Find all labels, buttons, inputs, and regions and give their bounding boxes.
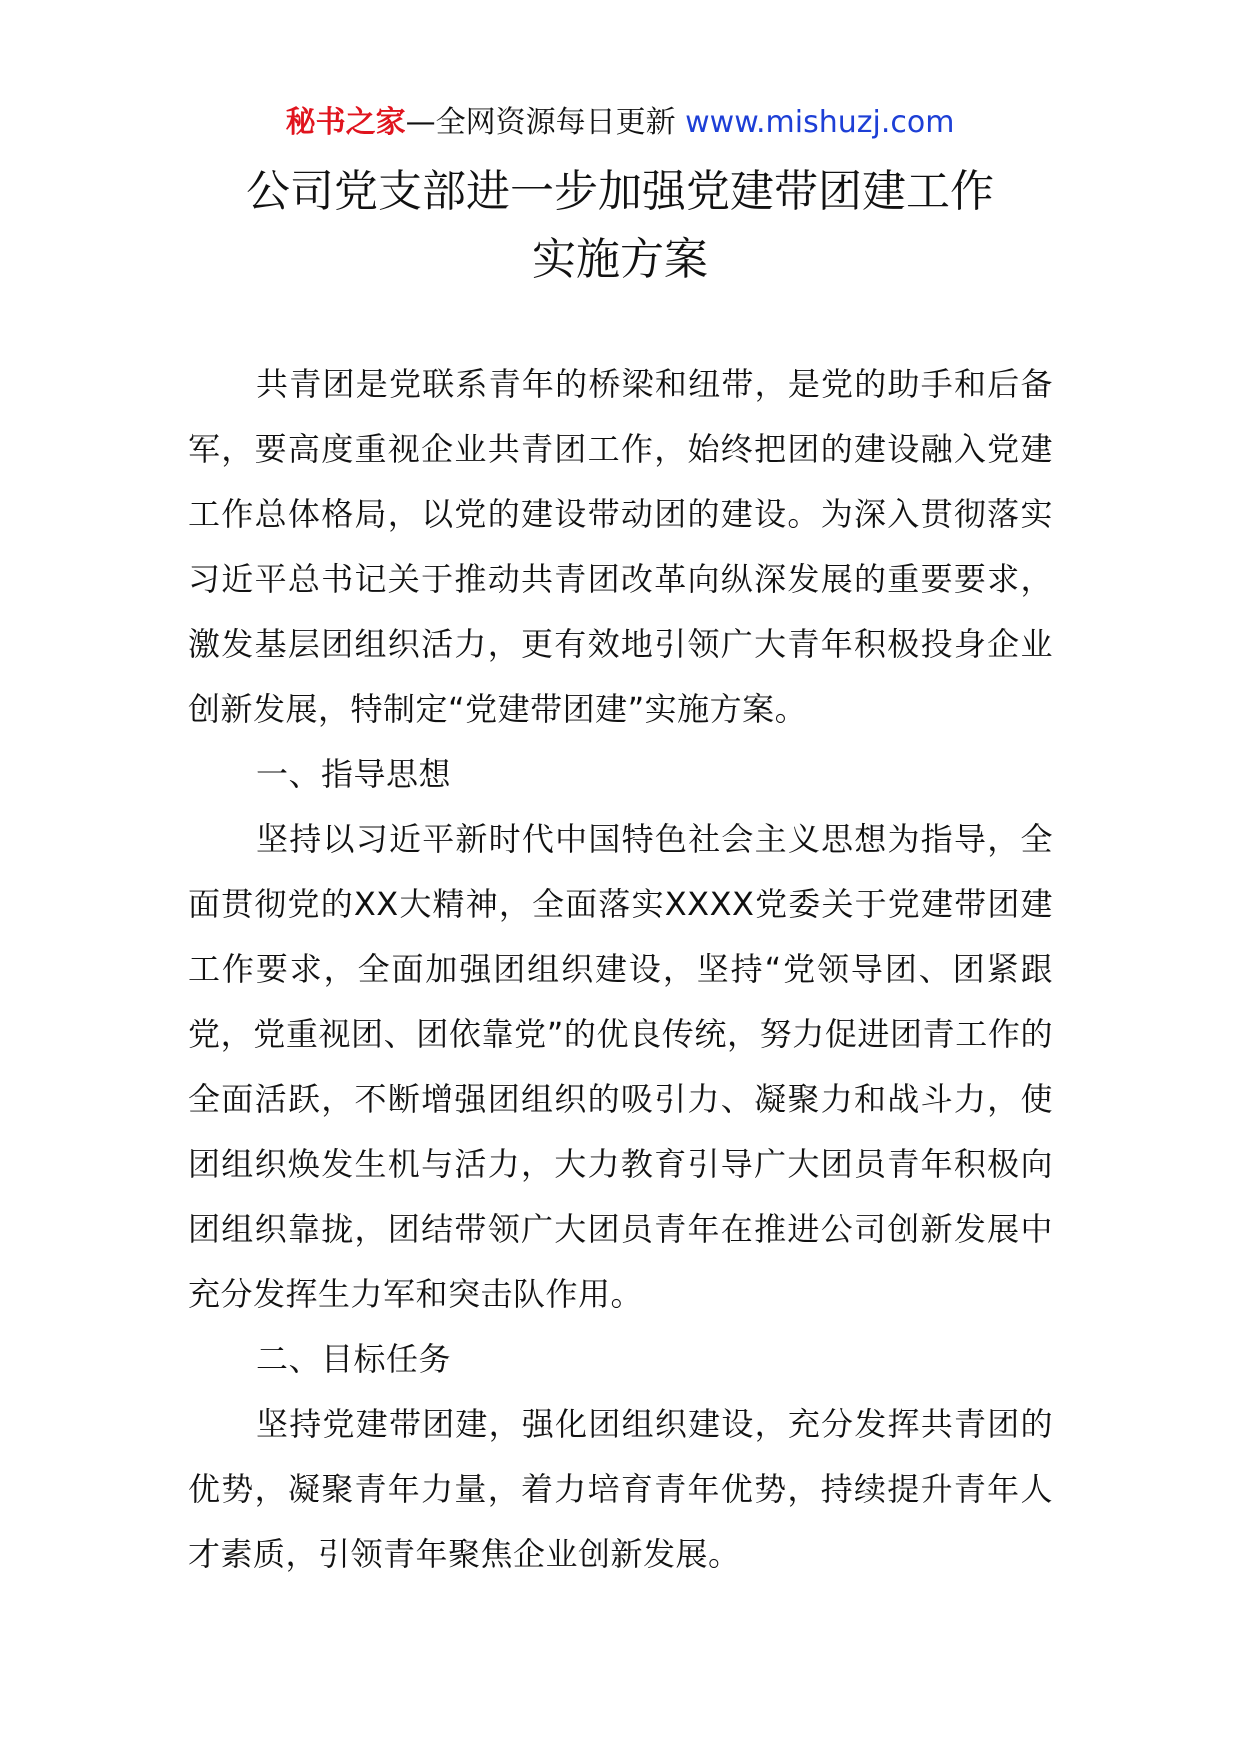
- site-header: [0, 100, 1240, 146]
- header-tagline: —全网资源每日更新: [405, 105, 686, 140]
- intro-paragraph: 共青团是党联系青年的桥梁和纽带，是党的助手和后备军，要高度重视企业共青团工作，始终把团的建设融入党建工作总体格局，以党的建设带动团的建设。为深入贯彻落实习近平总书记关于推动共青团改革向纵深发展的重要要求，激发基层团组织活力，更有效地引领广大青年积极投身企业创新发展，特制定“党建带团建”实施方案。: [188, 365, 1053, 728]
- goals-paragraph: 坚持党建带团建，强化团组织建设，充分发挥共青团的优势，凝聚青年力量，着力培育青年优势，持续提升青年人才素质，引领青年聚焦企业创新发展。: [188, 1405, 1053, 1573]
- document-title-line-2: 实施方案: [532, 234, 708, 285]
- section-heading-guiding-thought: 一、指导思想: [256, 755, 452, 793]
- document-body: [188, 352, 1053, 1587]
- guiding-thought-paragraph: 坚持以习近平新时代中国特色社会主义思想为指导，全面贯彻党的XX大精神，全面落实XXXX党委关于党建带团建工作要求，全面加强团组织建设，坚持“党领导团、团紧跟党，党重视团、团依靠党”的优良传统，努力促进团青工作的全面活跃，不断增强团组织的吸引力、凝聚力和战斗力，使团组织焕发生机与活力，大力教育引导广大团员青年积极向团组织靠拢，团结带领广大团员青年在推进公司创新发展中充分发挥生力军和突击队作用。: [188, 820, 1053, 1313]
- section-heading-goals: 二、目标任务: [256, 1340, 452, 1378]
- document-title-line-1: 公司党支部进一步加强党建带团建工作: [246, 166, 994, 217]
- site-url-link[interactable]: www.mishuzj.com: [685, 105, 955, 140]
- brand-name: 秘书之家: [285, 105, 406, 140]
